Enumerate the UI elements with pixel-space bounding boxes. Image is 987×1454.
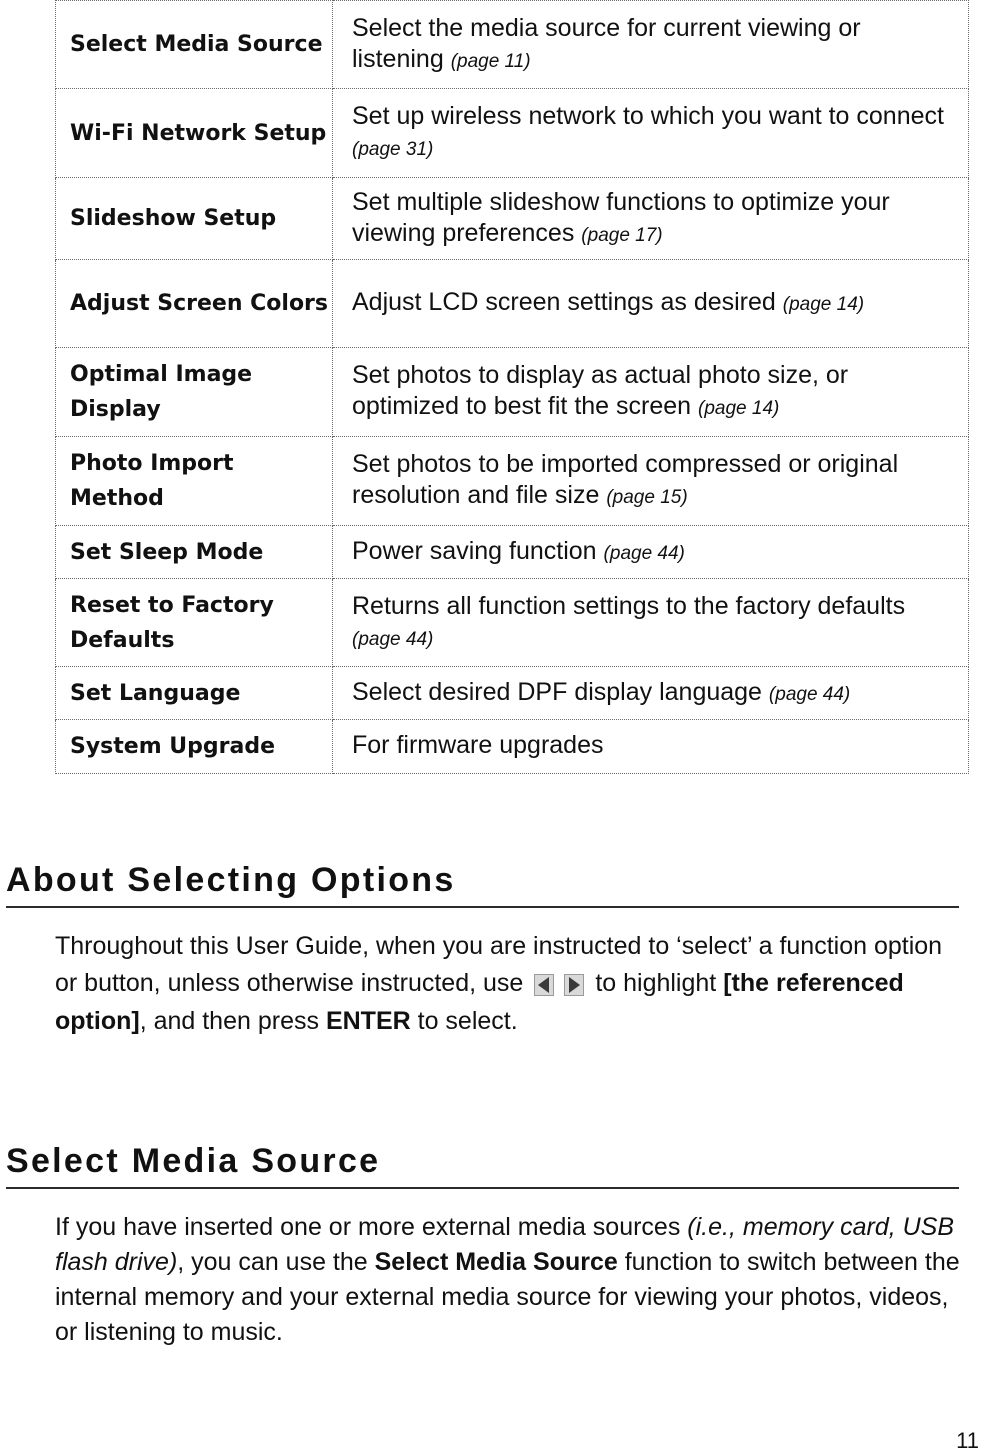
setting-description (333, 178, 969, 260)
page-reference: (page 31) (352, 139, 434, 160)
setting-name: Select Media Source (56, 1, 333, 89)
arrow-keys (529, 966, 589, 1003)
description-text: Adjust LCD screen settings as desired (352, 288, 776, 316)
paragraph-text: , you can use the (177, 1248, 368, 1276)
page-reference: (page 14) (782, 294, 865, 315)
setting-name: Set Language (56, 667, 333, 720)
setting-name: Slideshow Setup (56, 178, 333, 260)
table-row (56, 348, 969, 437)
setting-description (333, 1, 969, 89)
description-text: Select the media source for current viewing or listening (352, 13, 861, 73)
setting-name: Photo Import Method (56, 437, 333, 526)
paragraph-text: to select. (417, 1006, 518, 1035)
setting-name: System Upgrade (56, 720, 333, 774)
paragraph-text: to highlight (595, 969, 717, 997)
table-row (56, 526, 969, 579)
page-reference: (page 11) (450, 50, 531, 72)
paragraph-text: If you have inserted one or more external media sources (55, 1213, 681, 1241)
function-term: Select Media Source (374, 1248, 618, 1276)
table-row (56, 89, 969, 178)
enter-key-term: ENTER (325, 1006, 411, 1035)
page-reference: (page 44) (352, 628, 434, 650)
description-text: Set multiple slideshow functions to optimize your viewing preferences (352, 187, 890, 247)
settings-table (55, 0, 969, 774)
left-arrow-key-icon (534, 974, 554, 996)
table-row (56, 1, 969, 89)
description-text: Set photos to be imported compressed or original resolution and file size (352, 450, 899, 509)
table-row (56, 579, 969, 667)
description-text: Power saving function (352, 536, 597, 565)
description-text: Set photos to display as actual photo size, or optimized to best fit the screen (352, 361, 849, 420)
page-reference: (page 44) (768, 683, 851, 705)
setting-description (333, 720, 969, 774)
setting-description (333, 526, 969, 579)
paragraph-text: , and then press (139, 1006, 319, 1035)
setting-name: Reset to Factory Defaults (56, 579, 333, 667)
paragraph-text: Throughout this User Guide, when you are instructed to ‘select’ a function option or button, unless otherwise instructed, use (55, 932, 943, 997)
setting-name: Optimal Image Display (56, 348, 333, 437)
setting-name: Set Sleep Mode (56, 526, 333, 579)
description-text: Returns all function settings to the factory defaults (352, 591, 906, 620)
about-selecting-options-paragraph (55, 928, 960, 1040)
page-reference: (page 44) (603, 542, 685, 564)
setting-name: Adjust Screen Colors (56, 260, 333, 348)
section-heading-about-selecting-options: About Selecting Options (6, 860, 959, 908)
page-reference: (page 15) (606, 487, 688, 508)
page-number: 11 (956, 1428, 979, 1453)
setting-description (333, 579, 969, 667)
table-row (56, 667, 969, 720)
description-text: Set up wireless network to which you want to connect (352, 102, 944, 130)
italic-examples: (i.e., memory card, USB flash drive) (55, 1213, 955, 1276)
select-media-source-paragraph (55, 1210, 960, 1350)
page-reference: (page 14) (698, 398, 780, 419)
table-row (56, 720, 969, 774)
section-heading-select-media-source: Select Media Source (6, 1141, 959, 1189)
setting-name: Wi-Fi Network Setup (56, 89, 333, 178)
right-arrow-key-icon (564, 974, 584, 996)
paragraph-text: function to switch between the internal memory and your external media source for viewing your photos, videos, or listening to music. (55, 1248, 960, 1346)
table-row (56, 437, 969, 526)
setting-description (333, 89, 969, 178)
highlight-term: [the referenced option] (55, 969, 904, 1035)
table-row (56, 260, 969, 348)
description-text: Select desired DPF display language (352, 677, 762, 706)
table-row (56, 178, 969, 260)
setting-description (333, 260, 969, 348)
description-text: For firmware upgrades (352, 731, 604, 759)
setting-description (333, 348, 969, 437)
setting-description (333, 437, 969, 526)
page-reference: (page 17) (581, 224, 663, 246)
setting-description (333, 667, 969, 720)
